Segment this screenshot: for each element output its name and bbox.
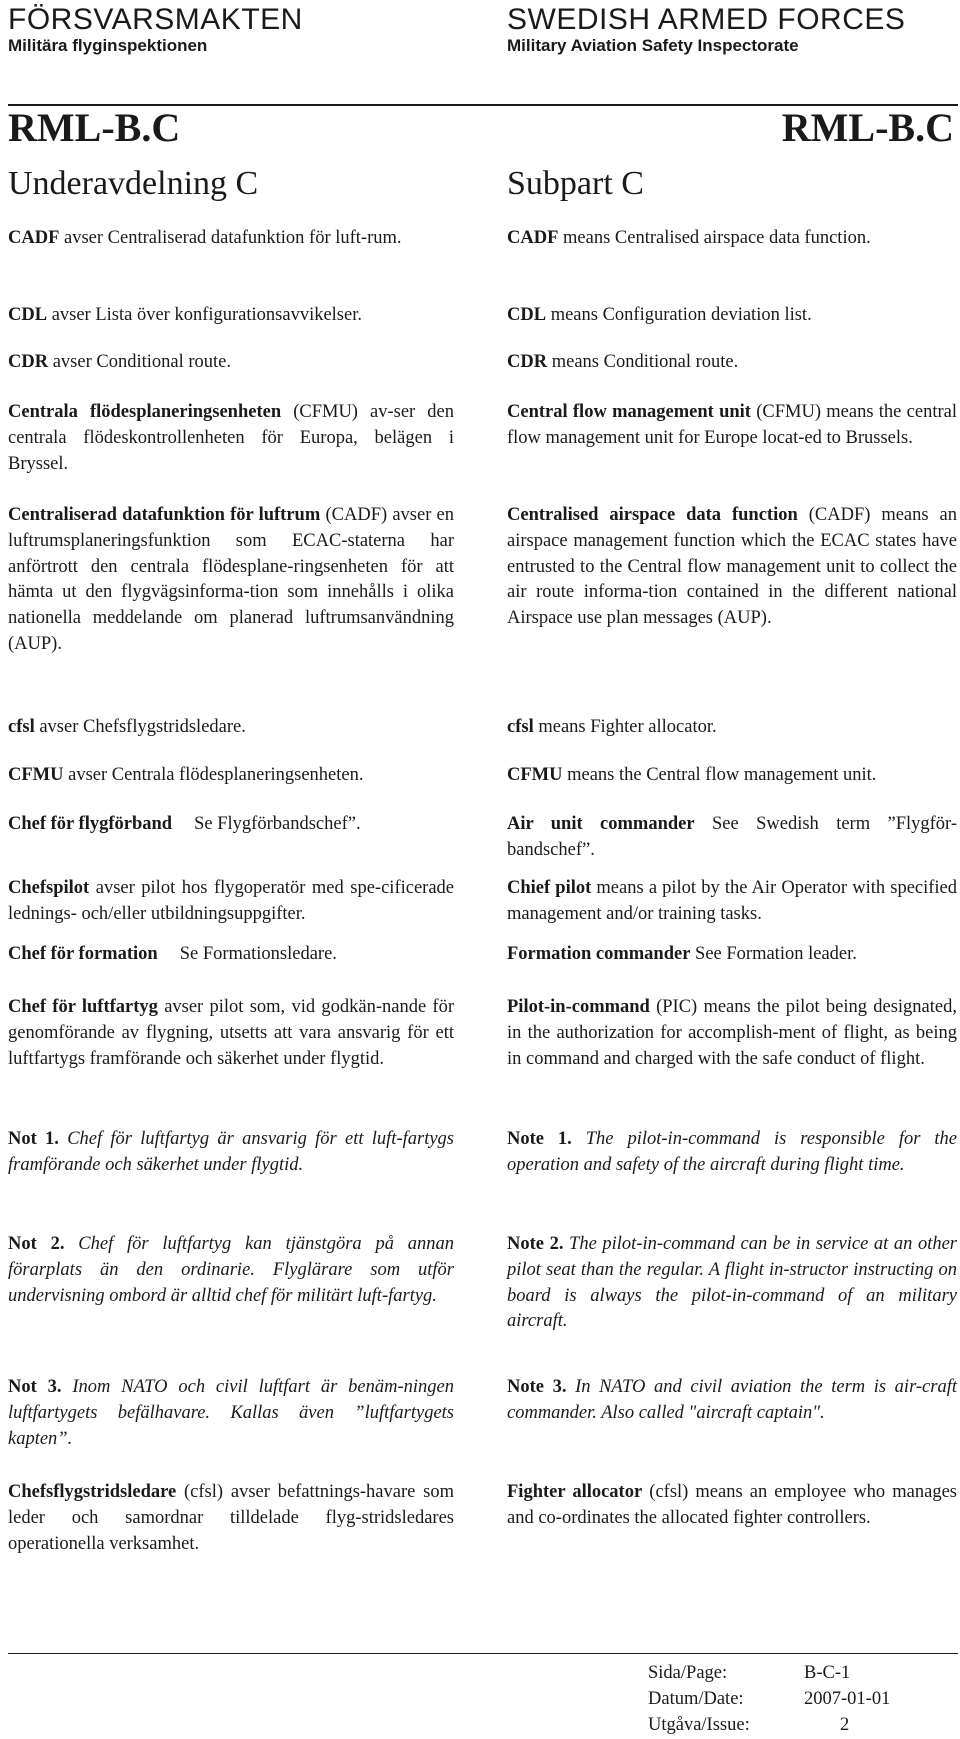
definition-entry (507, 995, 957, 1072)
footer-date-row (648, 1686, 890, 1712)
note-entry (8, 1127, 454, 1179)
date-label: Datum/Date: (648, 1689, 744, 1709)
org-name-en: SWEDISH ARMED FORCES (507, 3, 906, 36)
definition-text: means Configuration deviation list. (550, 305, 812, 325)
definition-term: Air unit commander (507, 814, 695, 834)
definition-text: (CADF) means an airspace management function which the ECAC states have entrusted to the Central flow management unit to collect the air route informa-tion contained in the different national Airspace use plan messages (AUP). (507, 505, 957, 629)
definition-entry (507, 226, 957, 252)
org-unit-sv: Militära flyginspektionen (8, 36, 208, 55)
definition-term: Chef för luftfartyg (8, 997, 158, 1017)
section-title-en: Subpart C (507, 165, 644, 202)
definition-term: Centralised airspace data function (507, 505, 798, 525)
definition-term: Chefsflygstridsledare (8, 1482, 177, 1502)
section-title-sv: Underavdelning C (8, 165, 259, 202)
definition-entry (507, 942, 957, 968)
definition-term: Formation commander (507, 944, 691, 964)
definition-text: See Formation leader. (695, 944, 857, 964)
definition-text: Se Flygförbandschef”. (194, 814, 361, 834)
definition-term: CFMU (8, 765, 64, 785)
definition-entry (507, 715, 957, 741)
definition-term: cfsl (507, 717, 534, 737)
definition-entry (507, 350, 957, 376)
definition-term: CDR (8, 352, 49, 372)
definition-entry (8, 715, 454, 741)
definition-entry (507, 303, 957, 329)
definition-text: avser Conditional route. (52, 352, 231, 372)
note-label: Not 1. (8, 1129, 59, 1149)
definition-term: Chief pilot (507, 878, 592, 898)
definition-entry (8, 350, 454, 376)
definition-term: CDL (507, 305, 547, 325)
definition-term: CADF (8, 228, 60, 248)
definition-text: avser Chefsflygstridsledare. (39, 717, 246, 737)
definition-entry (507, 812, 957, 864)
note-label: Note 3. (507, 1377, 567, 1397)
definition-entry (8, 763, 454, 789)
definition-entry (8, 942, 454, 968)
definition-entry (507, 400, 957, 452)
note-entry (8, 1375, 454, 1452)
page-label: Sida/Page: (648, 1663, 728, 1683)
note-entry (507, 1232, 957, 1335)
definition-entry (507, 763, 957, 789)
definition-entry (8, 876, 454, 928)
definition-text: means the Central flow management unit. (567, 765, 877, 785)
page-number: B-C-1 (804, 1663, 851, 1683)
definition-text: means a pilot by the Air Operator with specified management and/or training tasks. (507, 878, 958, 924)
definition-entry (8, 812, 454, 838)
footer-divider (8, 1653, 958, 1654)
definition-term: Central flow management unit (507, 402, 751, 422)
definition-text: Se Formationsledare. (179, 944, 337, 964)
page-footer (648, 1660, 890, 1738)
note-label: Not 3. (8, 1377, 62, 1397)
definition-term: Centraliserad datafunktion för luftrum (8, 505, 321, 525)
org-unit-en: Military Aviation Safety Inspectorate (507, 36, 799, 55)
swedish-column (8, 0, 454, 1650)
definition-text: avser Centrala flödesplaneringsenheten. (68, 765, 364, 785)
definition-text: (CFMU) means the central flow management unit for Europe locat-ed to Brussels. (507, 402, 957, 448)
definition-entry (8, 1480, 454, 1557)
definition-text: (CADF) avser en luftrumsplaneringsfunktion som ECAC-staterna har anförtrott den centrala flödesplane-ringsenheten för att hämta ut den flygvägsinforma-tion som innehålls i olika nationella meddelande om planerad luftrumsanvändning (AUP). (8, 505, 455, 654)
note-entry (507, 1375, 957, 1427)
definition-term: Chefspilot (8, 878, 90, 898)
definition-term: CFMU (507, 765, 563, 785)
issue-value: 2 (840, 1715, 850, 1735)
definition-text: (cfsl) avser befattnings-havare som leder och samordnar tilldelade flyg-stridsledares operationella verksamhet. (8, 1482, 455, 1554)
definition-text: (CFMU) av-ser den centrala flödeskontrollenheten för Europa, belägen i Bryssel. (8, 402, 454, 474)
issue-label: Utgåva/Issue: (648, 1715, 750, 1735)
org-name-sv: FÖRSVARSMAKTEN (8, 3, 303, 36)
note-text: The pilot-in-command is responsible for the operation and safety of the aircraft during flight time. (507, 1129, 957, 1175)
definition-entry (8, 503, 454, 658)
definition-text: avser Centraliserad datafunktion för luft-rum. (64, 228, 402, 248)
note-entry (8, 1232, 454, 1309)
definition-text: See Swedish term ”Flygför-bandschef”. (507, 814, 958, 860)
definition-entry (8, 226, 454, 252)
doc-id-left: RML-B.C (8, 105, 181, 150)
definition-term: CDL (8, 305, 48, 325)
definition-term: Fighter allocator (507, 1482, 643, 1502)
doc-id-right: RML-B.C (781, 105, 954, 150)
definition-entry (507, 876, 957, 928)
note-text: Inom NATO och civil luftfart är benäm-ningen luftfartygets befälhavare. Kallas även ”luftfartygets kapten”. (8, 1377, 454, 1449)
note-label: Note 2. (507, 1234, 564, 1254)
definition-text: (PIC) means the pilot being designated, in the authorization for accomplish-ment of flight, as being in command and charged with the safe conduct of flight. (507, 997, 957, 1069)
definition-text: means Conditional route. (551, 352, 739, 372)
definition-term: Centrala flödesplaneringsenheten (8, 402, 282, 422)
definition-term: CADF (507, 228, 559, 248)
definition-entry (507, 1480, 957, 1532)
note-label: Note 1. (507, 1129, 572, 1149)
definition-term: CDR (507, 352, 548, 372)
definition-text: avser pilot hos flygoperatör med spe-cificerade lednings- och/eller utbildningsuppgifter. (8, 878, 455, 924)
definition-entry (8, 995, 454, 1072)
note-text: Chef för luftfartyg kan tjänstgöra på annan förarplats än den ordinarie. Flyglärare som utför undervisning ombord är alltid chef för militärt luft-fartyg. (8, 1234, 455, 1306)
note-entry (507, 1127, 957, 1179)
definition-text: means Centralised airspace data function. (563, 228, 871, 248)
definition-text: avser pilot som, vid godkän-nande för genomförande av flygning, utsetts att vara ansvarig för ett luftfartygs framförande och säkerhet under flygtid. (8, 997, 455, 1069)
definition-text: avser Lista över konfigurationsavvikelser. (51, 305, 362, 325)
note-text: The pilot-in-command can be in service at an other pilot seat than the regular. A flight in-structor instructing on board is always the pilot-in-command of an military aircraft. (507, 1234, 957, 1332)
note-text: Chef för luftfartyg är ansvarig för ett luft-fartygs framförande och säkerhet under flygtid. (8, 1129, 455, 1175)
english-column (507, 0, 957, 1650)
footer-issue-row (648, 1712, 890, 1738)
definition-text: means Fighter allocator. (538, 717, 717, 737)
footer-page-row (648, 1660, 890, 1686)
note-text: In NATO and civil aviation the term is air-craft commander. Also called "aircraft captain". (507, 1377, 958, 1423)
definition-term: Chef för formation (8, 944, 158, 964)
definition-entry (8, 303, 454, 329)
date-value: 2007-01-01 (804, 1689, 891, 1709)
definition-entry (8, 400, 454, 477)
definition-term: Pilot-in-command (507, 997, 650, 1017)
definition-entry (507, 503, 957, 632)
note-label: Not 2. (8, 1234, 65, 1254)
definition-term: cfsl (8, 717, 35, 737)
definition-text: (cfsl) means an employee who manages and co-ordinates the allocated fighter controllers. (507, 1482, 957, 1528)
definition-term: Chef för flygförband (8, 814, 173, 834)
